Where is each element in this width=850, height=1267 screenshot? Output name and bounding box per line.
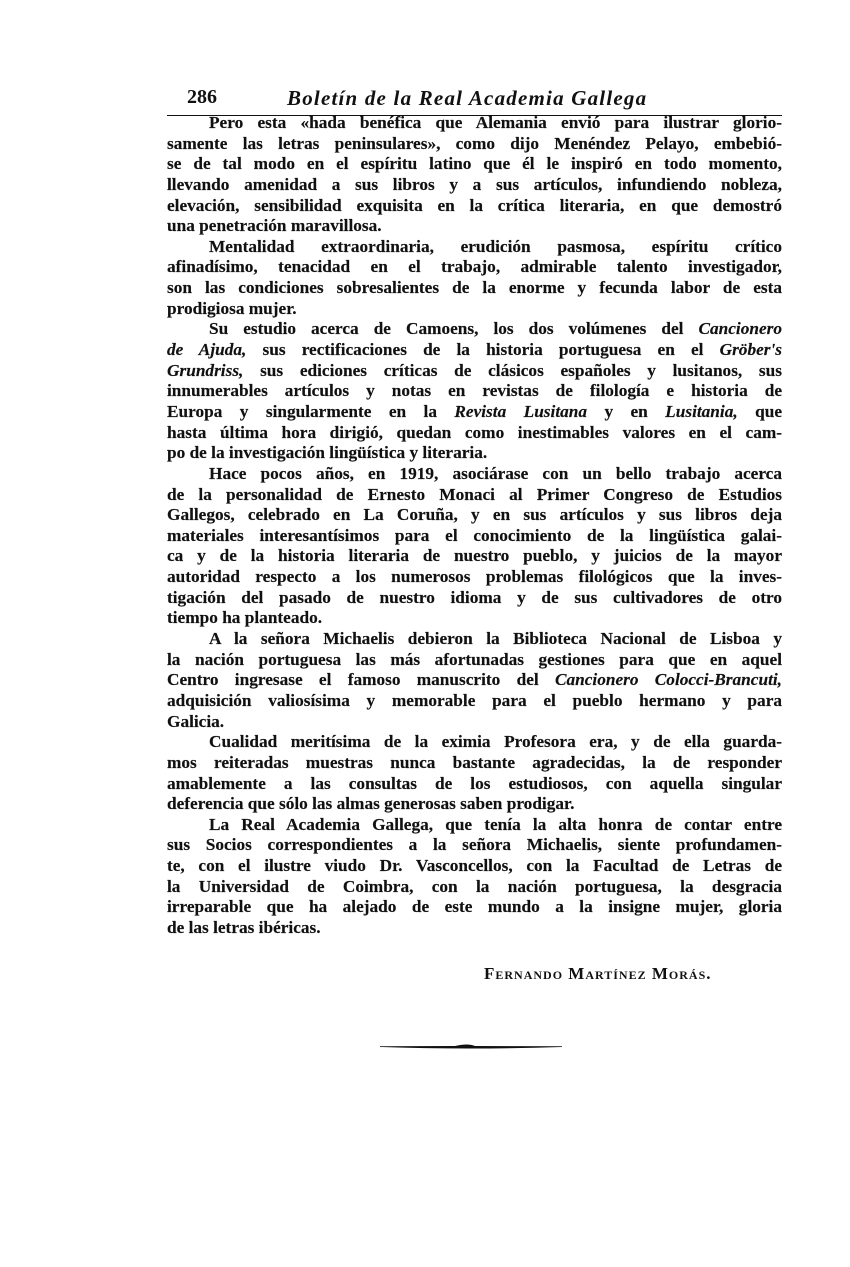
text-line	[167, 815, 782, 836]
text-segment: te, con el ilustre viudo Dr. Vasconcellos, con la Facultad de Letras de	[167, 856, 782, 876]
text-segment: autoridad respecto a los numerosos problemas filológicos que la inves-	[167, 567, 782, 587]
text-line	[167, 113, 782, 134]
text-line	[167, 319, 782, 340]
text-line	[167, 546, 782, 567]
text-line	[167, 918, 782, 939]
text-line	[167, 485, 782, 506]
text-line	[167, 340, 782, 361]
italic-title: Lusitania,	[665, 401, 738, 421]
text-segment: de las letras ibéricas.	[167, 917, 321, 937]
paragraph	[167, 629, 782, 732]
text-segment: La Real Academia Gallega, que tenía la alta honra de contar entre	[209, 814, 782, 834]
paragraph	[167, 815, 782, 939]
text-segment: Mentalidad extraordinaria, erudición pasmosa, espíritu crítico	[209, 236, 782, 256]
text-segment: prodigiosa mujer.	[167, 298, 297, 318]
running-header	[167, 86, 782, 112]
text-segment: innumerables artículos y notas en revistas de filología e historia de	[167, 381, 782, 401]
italic-title: de Ajuda,	[167, 340, 247, 360]
text-segment: sus ediciones críticas de clásicos españoles y lusitanos, sus	[243, 360, 782, 380]
text-segment: A la señora Michaelis debieron la Biblioteca Nacional de Lisboa y	[209, 629, 782, 649]
text-segment: sus Socios correspondientes a la señora Michaelis, siente profundamen-	[167, 835, 782, 855]
text-line	[167, 794, 782, 815]
text-segment: irreparable que ha alejado de este mundo a la insigne mujer, gloria	[167, 897, 782, 917]
author-signature: Fernando Martínez Morás.	[484, 964, 712, 983]
text-segment: amablemente a las consultas de los estudiosos, con aquella singular	[167, 773, 782, 793]
italic-title: Cancionero Colocci-Brancuti,	[554, 670, 782, 690]
text-line	[167, 732, 782, 753]
text-segment: elevación, sensibilidad exquisita en la crítica literaria, en que demostró	[167, 195, 782, 215]
text-segment: afinadísimo, tenacidad en el trabajo, admirable talento investigador,	[167, 257, 782, 277]
text-line	[167, 856, 782, 877]
text-segment: y en	[587, 401, 666, 421]
text-segment: se de tal modo en el espíritu latino que él le inspiró en todo momento,	[167, 154, 782, 174]
text-segment: adquisición valiosísima y memorable para el pueblo hermano y para	[167, 690, 782, 710]
text-segment: po de la investigación lingüística y literaria.	[167, 443, 488, 463]
text-segment: hasta última hora dirigió, quedan como inestimables valores en el cam-	[167, 422, 782, 442]
text-line	[167, 423, 782, 444]
text-line	[167, 381, 782, 402]
text-segment: sus rectificaciones de la historia portuguesa en el	[246, 340, 720, 360]
text-segment: de la personalidad de Ernesto Monaci al Primer Congreso de Estudios	[167, 484, 782, 504]
text-line	[167, 650, 782, 671]
text-line	[167, 526, 782, 547]
text-line	[167, 154, 782, 175]
text-line	[167, 877, 782, 898]
text-segment: ca y de la historia literaria de nuestro pueblo, y juicios de la mayor	[167, 546, 782, 566]
text-segment: deferencia que sólo las almas generosas saben prodigar.	[167, 794, 575, 814]
text-segment: la nación portuguesa las más afortunadas gestiones para que en aquel	[167, 649, 782, 669]
text-line	[167, 216, 782, 237]
text-segment: que	[737, 401, 782, 421]
text-segment: llevando amenidad a sus libros y a sus artículos, infundiendo nobleza,	[167, 174, 782, 194]
text-line	[167, 443, 782, 464]
text-line	[167, 588, 782, 609]
text-line	[167, 175, 782, 196]
paragraph	[167, 464, 782, 629]
text-segment: Pero esta «hada benéfica que Alemania envió para ilustrar glorio-	[209, 113, 782, 132]
text-segment: tiempo ha planteado.	[167, 608, 323, 628]
text-segment: son las condiciones sobresalientes de la enorme y fecunda labor de esta	[167, 278, 782, 298]
text-line	[167, 629, 782, 650]
page-number: 286	[187, 86, 217, 108]
text-segment: Europa y singularmente en la	[167, 401, 455, 421]
running-title: Boletín de la Real Academia Gallega	[287, 86, 648, 110]
text-line	[167, 257, 782, 278]
italic-title: Revista Lusitana	[454, 401, 588, 421]
text-line	[167, 237, 782, 258]
text-line	[167, 567, 782, 588]
text-segment: Hace pocos años, en 1919, asociárase con un bello trabajo acerca	[209, 463, 782, 483]
text-line	[167, 774, 782, 795]
paragraph	[167, 237, 782, 320]
text-segment: Su estudio acerca de Camoens, los dos volúmenes del	[209, 319, 699, 339]
paragraph	[167, 319, 782, 463]
article-body	[167, 113, 782, 939]
text-line	[167, 608, 782, 629]
text-line	[167, 691, 782, 712]
text-segment: la Universidad de Coimbra, con la nación portuguesa, la desgracia	[167, 876, 782, 896]
text-line	[167, 278, 782, 299]
text-line	[167, 897, 782, 918]
text-segment: Centro ingresase el famoso manuscrito del	[167, 670, 555, 690]
text-line	[167, 299, 782, 320]
italic-title: Grundriss,	[167, 360, 244, 380]
end-ornament	[380, 1043, 562, 1049]
text-segment: mos reiteradas muestras nunca bastante agradecidas, la de responder	[167, 752, 782, 772]
text-segment: tigación del pasado de nuestro idioma y de sus cultivadores de otro	[167, 587, 782, 607]
italic-title: Gröber's	[719, 340, 783, 360]
paragraph	[167, 732, 782, 815]
text-segment: materiales interesantísimos para el conocimiento de la lingüística galai-	[167, 525, 782, 545]
text-line	[167, 505, 782, 526]
text-line	[167, 361, 782, 382]
text-line	[167, 712, 782, 733]
text-line	[167, 835, 782, 856]
text-line	[167, 134, 782, 155]
text-segment: Gallegos, celebrado en La Coruña, y en sus artículos y sus libros deja	[167, 505, 782, 525]
text-line	[167, 753, 782, 774]
italic-title: Cancionero	[698, 319, 782, 339]
text-line	[167, 196, 782, 217]
text-segment: samente las letras peninsulares», como dijo Menéndez Pelayo, embebió-	[167, 133, 782, 153]
text-line	[167, 670, 782, 691]
text-segment: Galicia.	[167, 711, 225, 731]
text-line	[167, 464, 782, 485]
paragraph	[167, 113, 782, 237]
text-line	[167, 402, 782, 423]
text-segment: Cualidad meritísima de la eximia Profesora era, y de ella guarda-	[209, 732, 782, 752]
text-segment: una penetración maravillosa.	[167, 216, 382, 236]
